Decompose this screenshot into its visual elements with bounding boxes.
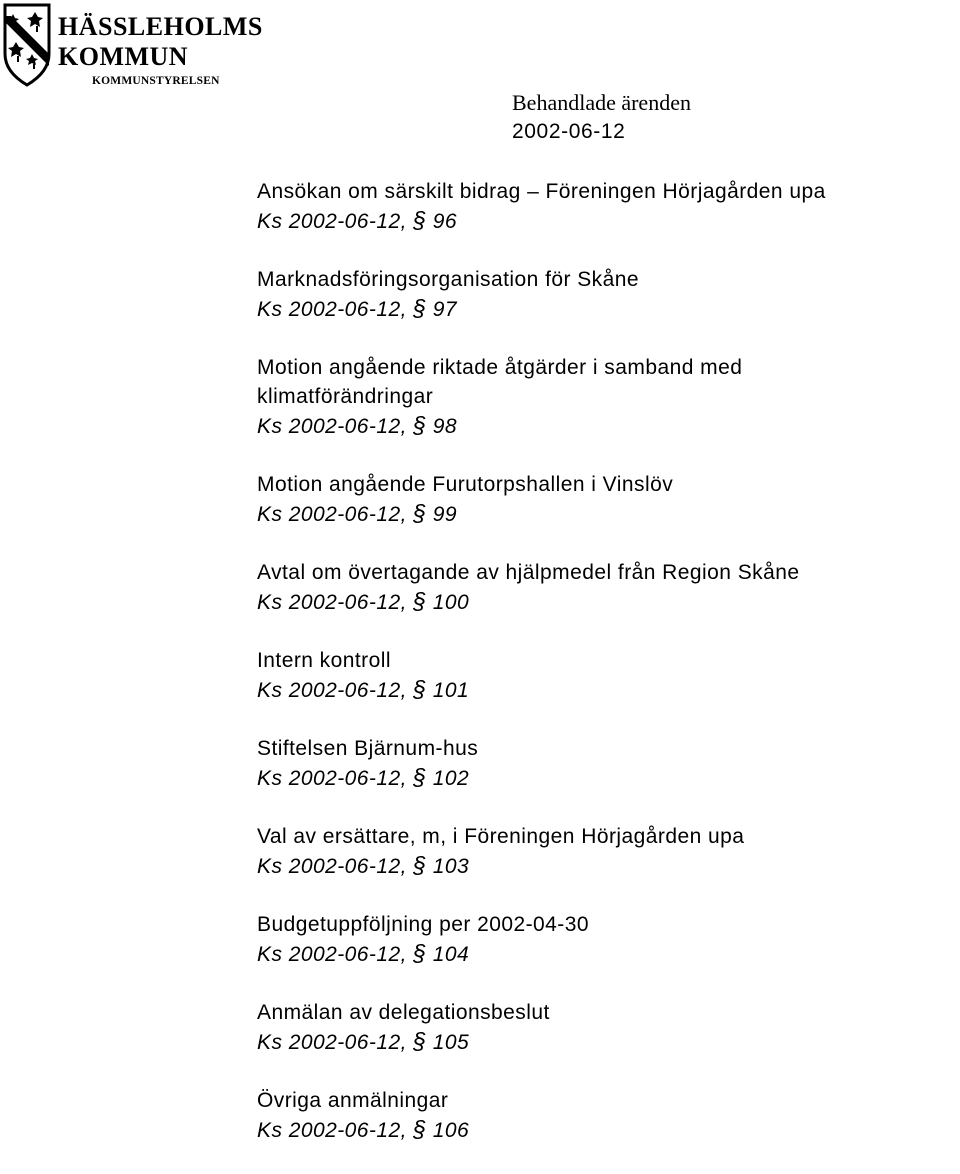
item-reference [257, 411, 960, 441]
section-sign-icon: § [413, 1116, 427, 1142]
paragraph-number: 96 [432, 210, 458, 233]
list-item [257, 998, 960, 1057]
paragraph-number: 104 [432, 943, 470, 966]
item-reference [257, 1115, 960, 1145]
paragraph-number: 102 [432, 767, 470, 790]
ref-prefix: Ks 2002-06-12, [257, 943, 407, 966]
document-date: 2002-06-12 [512, 120, 626, 143]
ref-prefix: Ks 2002-06-12, [257, 591, 407, 614]
item-title: Stiftelsen Bjärnum-hus [257, 737, 479, 760]
ref-prefix: Ks 2002-06-12, [257, 767, 407, 790]
paragraph-number: 103 [432, 855, 470, 878]
item-reference [257, 675, 960, 705]
section-sign-icon: § [413, 676, 427, 702]
list-item [257, 265, 960, 324]
ref-prefix: Ks 2002-06-12, [257, 855, 407, 878]
item-title: Budgetuppföljning per 2002-04-30 [257, 913, 589, 936]
paragraph-number: 100 [432, 591, 470, 614]
item-reference [257, 587, 960, 617]
item-title: Motion angående Furutorpshallen i Vinslöv [257, 473, 674, 496]
item-reference [257, 763, 960, 793]
item-title: Avtal om övertagande av hjälpmedel från Region Skåne [257, 561, 800, 584]
paragraph-number: 97 [432, 298, 458, 321]
item-reference [257, 294, 960, 324]
section-sign-icon: § [413, 295, 427, 321]
paragraph-number: 99 [432, 503, 458, 526]
paragraph-number: 101 [432, 679, 470, 702]
list-item [257, 470, 960, 529]
ref-prefix: Ks 2002-06-12, [257, 415, 407, 438]
ref-prefix: Ks 2002-06-12, [257, 1031, 407, 1054]
section-sign-icon: § [413, 764, 427, 790]
list-item [257, 822, 960, 881]
section-sign-icon: § [413, 207, 427, 233]
letterhead [0, 0, 320, 92]
section-sign-icon: § [413, 1028, 427, 1054]
list-item [257, 1086, 960, 1145]
section-sign-icon: § [413, 412, 427, 438]
item-title: Intern kontroll [257, 649, 391, 672]
item-title: Motion angående riktade åtgärder i samband med klimatförändringar [257, 356, 743, 408]
item-reference [257, 851, 960, 881]
item-reference [257, 939, 960, 969]
ref-prefix: Ks 2002-06-12, [257, 1119, 407, 1142]
list-item [257, 646, 960, 705]
list-item [257, 558, 960, 617]
document-heading: Behandlade ärenden [512, 90, 691, 115]
ref-prefix: Ks 2002-06-12, [257, 210, 407, 233]
list-item [257, 353, 960, 441]
item-reference [257, 499, 960, 529]
paragraph-number: 98 [432, 415, 458, 438]
section-sign-icon: § [413, 500, 427, 526]
org-name-line1: HÄSSLEHOLMS [58, 12, 263, 41]
section-sign-icon: § [413, 588, 427, 614]
paragraph-number: 105 [432, 1031, 470, 1054]
ref-prefix: Ks 2002-06-12, [257, 503, 407, 526]
ref-prefix: Ks 2002-06-12, [257, 679, 407, 702]
list-item [257, 910, 960, 969]
item-title: Marknadsföringsorganisation för Skåne [257, 268, 640, 291]
list-item [257, 177, 960, 236]
item-title: Anmälan av delegationsbeslut [257, 1001, 550, 1024]
section-sign-icon: § [413, 852, 427, 878]
item-reference [257, 206, 960, 236]
item-title: Val av ersättare, m, i Föreningen Hörjagården upa [257, 825, 745, 848]
org-name-line2: KOMMUN [58, 42, 189, 71]
org-unit: KOMMUNSTYRELSEN [92, 75, 220, 87]
item-title: Ansökan om särskilt bidrag – Föreningen Hörjagården upa [257, 180, 826, 203]
item-title: Övriga anmälningar [257, 1089, 449, 1112]
municipal-crest-icon [2, 2, 52, 88]
section-sign-icon: § [413, 940, 427, 966]
list-item [257, 734, 960, 793]
case-list [257, 177, 960, 1174]
paragraph-number: 106 [432, 1119, 470, 1142]
item-reference [257, 1027, 960, 1057]
ref-prefix: Ks 2002-06-12, [257, 298, 407, 321]
